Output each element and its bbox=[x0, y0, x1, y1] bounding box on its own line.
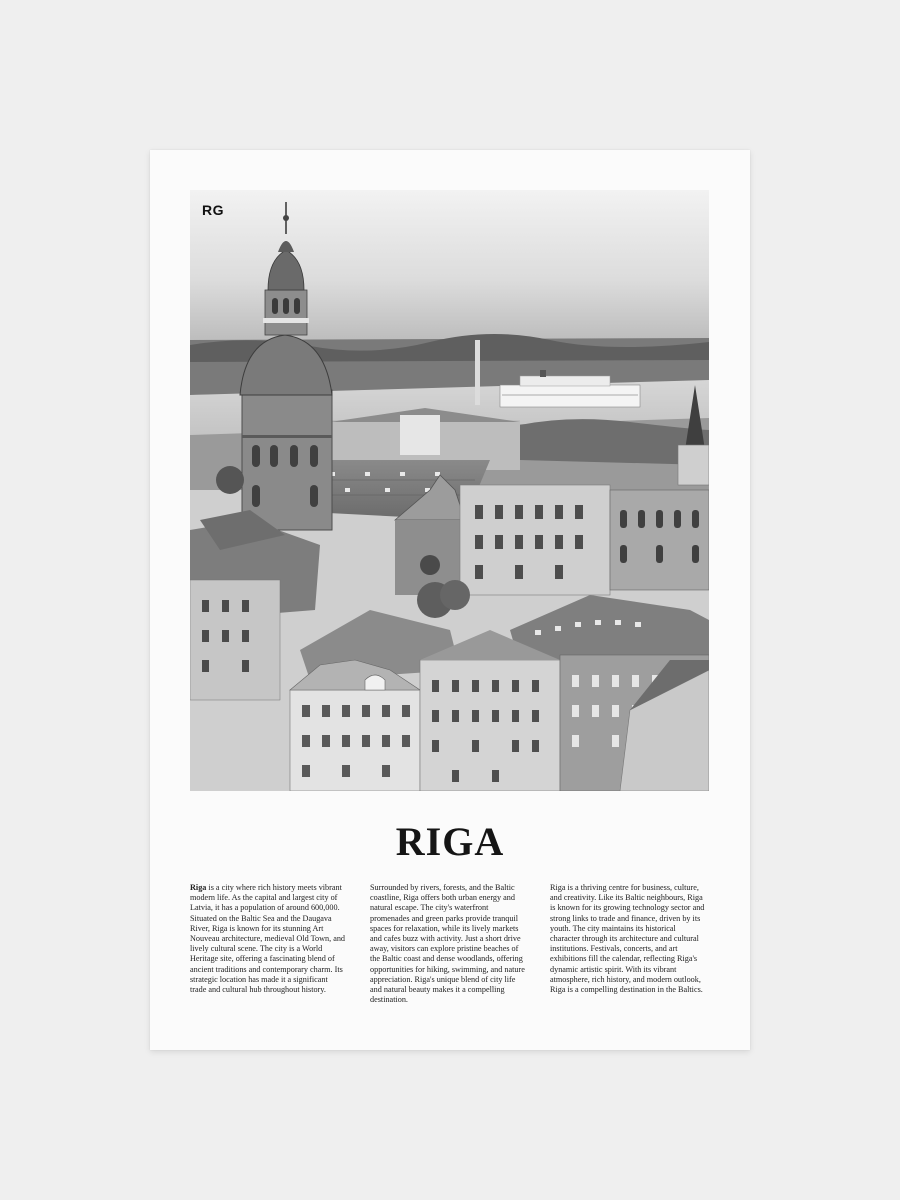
city-photo bbox=[190, 190, 709, 791]
city-code-badge: RG bbox=[202, 202, 224, 218]
text-column-1 bbox=[190, 883, 346, 995]
text-column-1-body: is a city where rich history meets vibrant modern life. As the capital and largest city of Latvia, it has a population of around 600,000. Situated on the Baltic Sea and the Daugava River, Riga is known for its stunning Art Nouveau architecture, medieval Old Town, and lively cultural scene. The city is a World Heritage site, offering a fascinating blend of ancient traditions and contemporary charm. Its strategic location has made it a significant trade and cultural hub throughout history. bbox=[190, 883, 346, 995]
text-column-3 bbox=[550, 883, 706, 995]
text-column-2-body: Surrounded by rivers, forests, and the Baltic coastline, Riga offers both urban energy and natural escape. The city's waterfront promenades and green parks provide tranquil spaces for relaxation, while its lively markets and cafes buzz with activity. Just a short drive away, visitors can explore pristine beaches of the Baltic coast and dense woodlands, offering opportunities for hiking, swimming, and nature appreciation. Riga's unique blend of city life and natural beauty makes it a compelling destination. bbox=[370, 883, 525, 1005]
text-column-1-lead: Riga bbox=[190, 883, 207, 892]
text-column-2 bbox=[370, 883, 526, 1005]
poster-title: RIGA bbox=[395, 819, 505, 864]
text-column-3-body: Riga is a thriving centre for business, culture, and creativity. Like its Baltic neighbours, Riga is known for its growing technology sector and strong links to trade and finance, driven by its youth. The city maintains its historical character through its architecture and cultural institutions. Festivals, concerts, and art exhibitions fill the calendar, reflecting Riga's dynamic artistic spirit. With its vibrant atmosphere, rich history, and modern outlook, Riga is a compelling destination in the Baltics. bbox=[550, 883, 705, 995]
riga-skyline-illustration bbox=[190, 190, 709, 791]
poster bbox=[150, 150, 750, 1050]
